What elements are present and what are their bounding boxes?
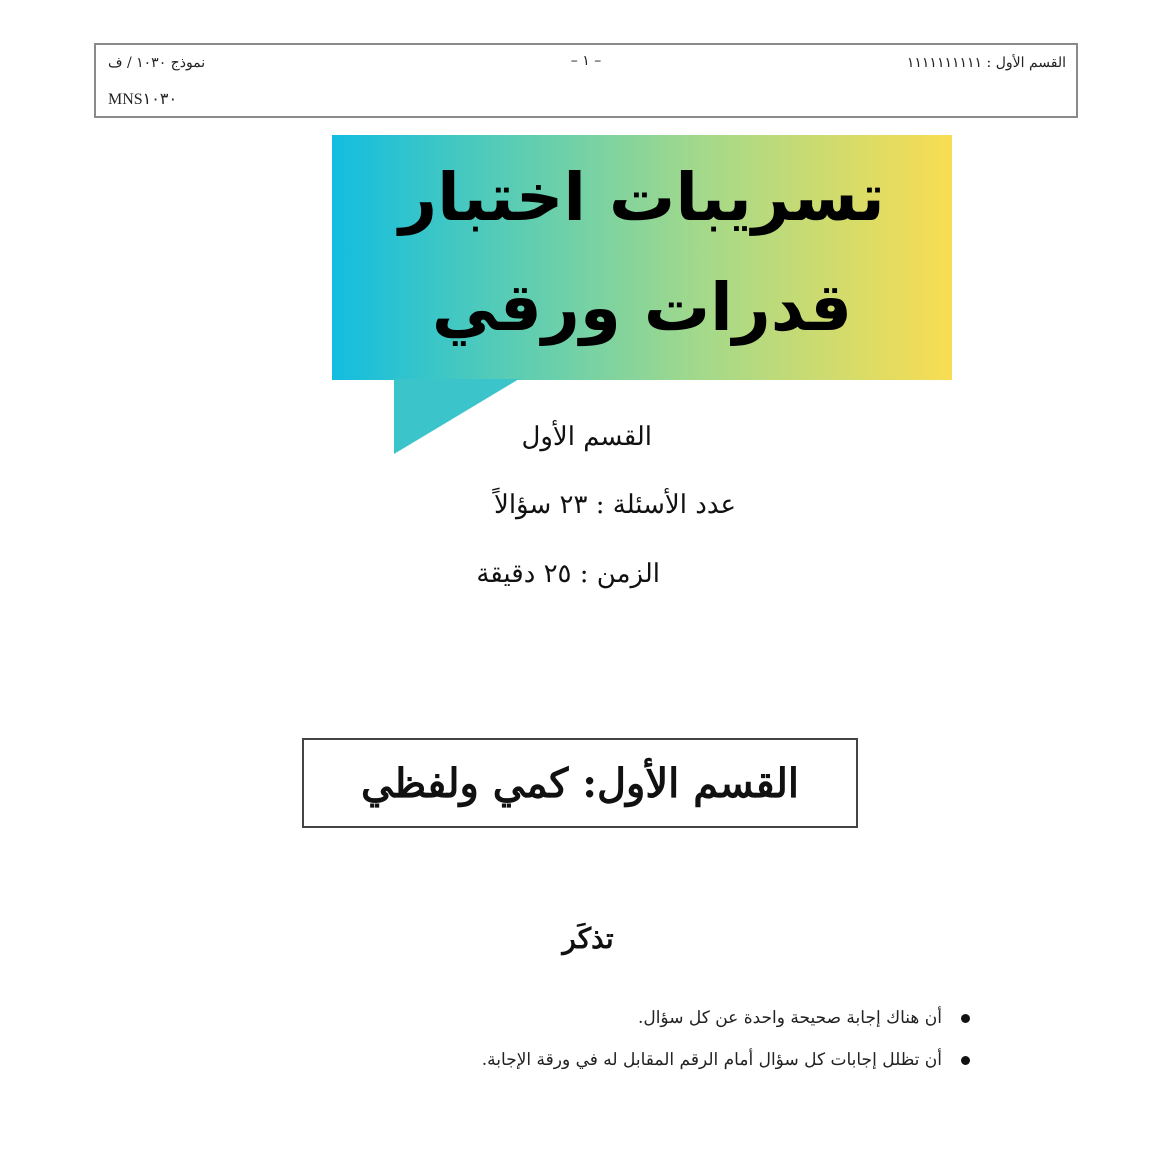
list-item [482, 1008, 970, 1028]
section-heading-box [302, 738, 858, 828]
remember-list [482, 1008, 970, 1092]
banner-speech-tail [394, 379, 519, 454]
list-item [482, 1050, 970, 1070]
promo-banner [332, 135, 952, 380]
list-item-text: أن تظلل إجابات كل سؤال أمام الرقم المقابل له في ورقة الإجابة. [481, 1050, 942, 1070]
bullet-icon [961, 1056, 970, 1065]
section-title: القسم الأول [521, 422, 652, 452]
header-page-number: – ١ – [570, 53, 602, 69]
header-form-code: MNS١٠٣٠ [108, 91, 178, 108]
section-heading-text: القسم الأول: كمي ولفظي [360, 759, 800, 807]
banner-title-line-1: تسريبات اختبار [399, 159, 885, 236]
questions-count: عدد الأسئلة : ٢٣ سؤالاً [493, 490, 736, 520]
remember-heading: تذكَر [562, 922, 614, 955]
header-section-label: القسم الأول : ١١١١١١١١١١ [906, 55, 1066, 71]
bullet-icon [961, 1014, 970, 1023]
page-header-box [94, 43, 1078, 118]
list-item-text: أن هناك إجابة صحيحة واحدة عن كل سؤال. [637, 1008, 942, 1028]
section-time: الزمن : ٢٥ دقيقة [476, 559, 660, 589]
banner-title-line-2: قدرات ورقي [431, 269, 853, 346]
header-form-label: نموذج ١٠٣٠ / ف [108, 55, 206, 71]
